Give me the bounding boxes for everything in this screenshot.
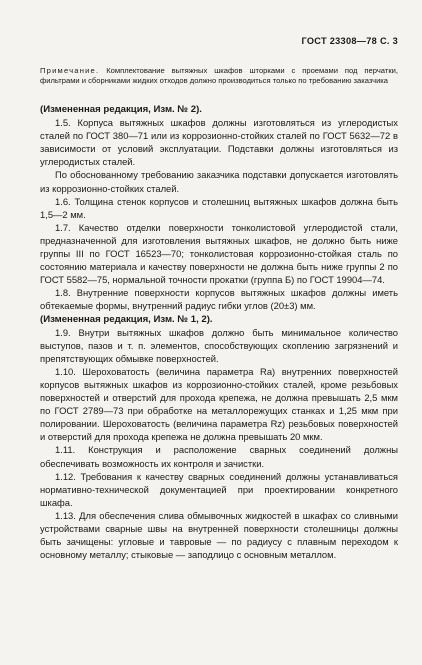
paragraph: 1.12. Требования к качеству сварных соединений должны устанавливаться нормативно-технической документацией при проектировании конкретного шкафа.	[40, 470, 398, 508]
paragraph: По обоснованному требованию заказчика подставки допускается изготовлять из коррозионно-стойких сталей.	[40, 169, 398, 194]
paragraph: 1.5. Корпуса вытяжных шкафов должны изготовляться из углеродистых сталей по ГОСТ 380—71 или из коррозионно-стойких сталей по ГОСТ 5632—72 в зависимости от условий эксплуатации. Подставки должны изготовляться из углеродистых сталей.	[40, 117, 398, 168]
paragraph: 1.9. Внутри вытяжных шкафов должно быть минимальное количество выступов, пазов и т. п. элементов, способствующих скоплению загрязнений и препятствующих обмывке поверхностей.	[40, 326, 398, 364]
amendment-note: (Измененная редакция, Изм. № 1, 2).	[40, 313, 213, 325]
document-body	[40, 103, 398, 561]
amendment-note: (Измененная редакция, Изм. № 2).	[40, 104, 202, 115]
note-block	[40, 66, 398, 85]
paragraph: 1.8. Внутренние поверхности корпусов вытяжных шкафов должны иметь обтекаемые формы, внутренний радиус гибки углов (20±3) мм.	[40, 287, 398, 312]
paragraph: 1.11. Конструкция и расположение сварных соединений должны обеспечивать возможность их контроля и зачистки.	[40, 444, 398, 469]
paragraph: 1.6. Толщина стенок корпусов и столешниц вытяжных шкафов должна быть 1,5—2 мм.	[40, 195, 398, 220]
note-lead: Примечание.	[40, 66, 100, 75]
paragraph: 1.13. Для обеспечения слива обмывочных жидкостей в шкафах со сливными устройствами сварные швы на внутренней поверхности столешницы должны быть зачищены: угловые и тавровые — по радиусу с плавным переходом к основному металлу; стыковые — заподлицо с основным металлом.	[40, 509, 398, 561]
paragraph: 1.7. Качество отделки поверхности тонколистовой углеродистой стали, предназначенной для изготовления вытяжных шкафов, не должно быть ниже группы III по ГОСТ 16523—70; тонколистовая коррозионно-стойкая сталь по состоянию материала и качеству поверхности не должна быть ниже группы 2 по ГОСТ 5582—75, нормальной точности прокатки (группа Б) по ГОСТ 19904—74.	[40, 221, 398, 286]
note-text: Комплектование вытяжных шкафов шторками с проемами под перчатки, фильтрами и сборниками жидких отходов должно производиться только по требованию заказчика	[40, 66, 398, 85]
page-header: ГОСТ 23308—78 С. 3	[301, 36, 398, 46]
paragraph: 1.10. Шероховатость (величина параметра Ra) внутренних поверхностей корпусов вытяжных шкафов из коррозионно-стойких сталей, кроме резьбовых поверхностей и отверстий для прохода крепежа, не должна превышать 2,5 мкм по ГОСТ 2789—73 при обработке на металлорежущих станках и 1,25 мкм при полировании. Шероховатость (величина параметра Rz) резьбовых поверхностей и отверстий для прохода крепежа не должна превышать 20 мкм.	[40, 365, 398, 443]
